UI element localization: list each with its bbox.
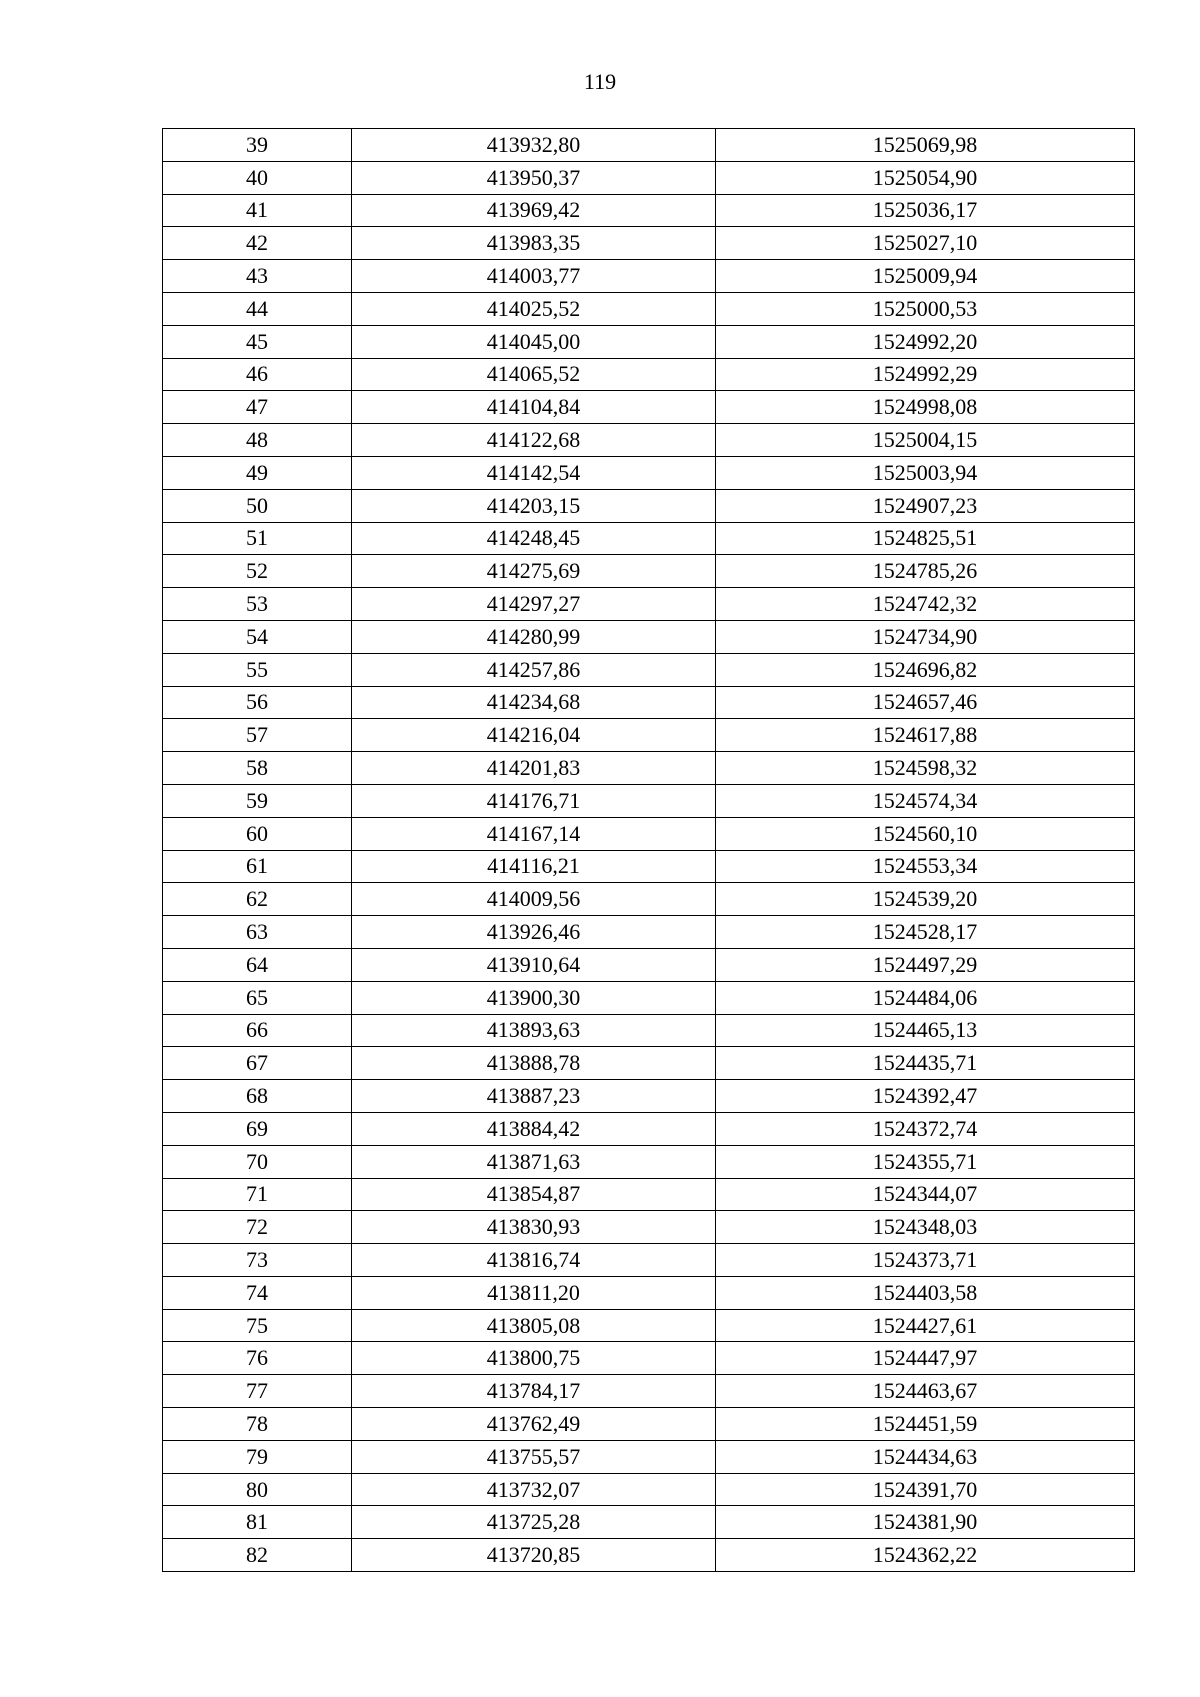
table-row [163, 850, 1135, 883]
x-coordinate-cell: 413926,46 [352, 916, 716, 949]
x-coordinate-cell: 414234,68 [352, 686, 716, 719]
y-coordinate-cell: 1524447,97 [716, 1342, 1135, 1375]
point-number-cell: 44 [163, 292, 352, 325]
point-number-cell: 50 [163, 489, 352, 522]
point-number-cell: 71 [163, 1178, 352, 1211]
point-number-cell: 55 [163, 653, 352, 686]
y-coordinate-cell: 1524372,74 [716, 1112, 1135, 1145]
table-row [163, 1244, 1135, 1277]
y-coordinate-cell: 1524742,32 [716, 588, 1135, 621]
x-coordinate-cell: 413784,17 [352, 1375, 716, 1408]
x-coordinate-cell: 413969,42 [352, 194, 716, 227]
x-coordinate-cell: 413732,07 [352, 1473, 716, 1506]
y-coordinate-cell: 1524734,90 [716, 620, 1135, 653]
point-number-cell: 81 [163, 1506, 352, 1539]
table-row [163, 1473, 1135, 1506]
x-coordinate-cell: 413762,49 [352, 1408, 716, 1441]
point-number-cell: 74 [163, 1276, 352, 1309]
y-coordinate-cell: 1525069,98 [716, 129, 1135, 162]
x-coordinate-cell: 414142,54 [352, 456, 716, 489]
y-coordinate-cell: 1524992,20 [716, 325, 1135, 358]
x-coordinate-cell: 414116,21 [352, 850, 716, 883]
point-number-cell: 42 [163, 227, 352, 260]
table-row [163, 424, 1135, 457]
x-coordinate-cell: 414275,69 [352, 555, 716, 588]
table-row [163, 391, 1135, 424]
x-coordinate-cell: 413720,85 [352, 1539, 716, 1572]
point-number-cell: 40 [163, 161, 352, 194]
point-number-cell: 47 [163, 391, 352, 424]
y-coordinate-cell: 1524598,32 [716, 752, 1135, 785]
y-coordinate-cell: 1524497,29 [716, 948, 1135, 981]
x-coordinate-cell: 413900,30 [352, 981, 716, 1014]
y-coordinate-cell: 1524696,82 [716, 653, 1135, 686]
y-coordinate-cell: 1524344,07 [716, 1178, 1135, 1211]
table-row [163, 1145, 1135, 1178]
table-row [163, 653, 1135, 686]
y-coordinate-cell: 1524907,23 [716, 489, 1135, 522]
y-coordinate-cell: 1524553,34 [716, 850, 1135, 883]
point-number-cell: 45 [163, 325, 352, 358]
y-coordinate-cell: 1524617,88 [716, 719, 1135, 752]
table-row [163, 784, 1135, 817]
x-coordinate-cell: 413983,35 [352, 227, 716, 260]
y-coordinate-cell: 1524355,71 [716, 1145, 1135, 1178]
x-coordinate-cell: 413755,57 [352, 1440, 716, 1473]
y-coordinate-cell: 1524403,58 [716, 1276, 1135, 1309]
x-coordinate-cell: 413805,08 [352, 1309, 716, 1342]
x-coordinate-cell: 414257,86 [352, 653, 716, 686]
x-coordinate-cell: 413854,87 [352, 1178, 716, 1211]
table-row [163, 883, 1135, 916]
x-coordinate-cell: 414176,71 [352, 784, 716, 817]
point-number-cell: 56 [163, 686, 352, 719]
point-number-cell: 48 [163, 424, 352, 457]
point-number-cell: 70 [163, 1145, 352, 1178]
point-number-cell: 65 [163, 981, 352, 1014]
x-coordinate-cell: 413800,75 [352, 1342, 716, 1375]
point-number-cell: 60 [163, 817, 352, 850]
y-coordinate-cell: 1524992,29 [716, 358, 1135, 391]
table-row [163, 1440, 1135, 1473]
y-coordinate-cell: 1524484,06 [716, 981, 1135, 1014]
x-coordinate-cell: 413725,28 [352, 1506, 716, 1539]
table-row [163, 161, 1135, 194]
point-number-cell: 75 [163, 1309, 352, 1342]
point-number-cell: 67 [163, 1047, 352, 1080]
x-coordinate-cell: 414122,68 [352, 424, 716, 457]
y-coordinate-cell: 1524427,61 [716, 1309, 1135, 1342]
table-row [163, 325, 1135, 358]
point-number-cell: 80 [163, 1473, 352, 1506]
x-coordinate-cell: 414248,45 [352, 522, 716, 555]
y-coordinate-cell: 1524528,17 [716, 916, 1135, 949]
x-coordinate-cell: 413884,42 [352, 1112, 716, 1145]
table-row [163, 1276, 1135, 1309]
x-coordinate-cell: 414280,99 [352, 620, 716, 653]
point-number-cell: 78 [163, 1408, 352, 1441]
table-row [163, 817, 1135, 850]
point-number-cell: 41 [163, 194, 352, 227]
x-coordinate-cell: 414003,77 [352, 260, 716, 293]
x-coordinate-cell: 413830,93 [352, 1211, 716, 1244]
table-row [163, 129, 1135, 162]
table-row [163, 260, 1135, 293]
table-row [163, 981, 1135, 1014]
table-row [163, 358, 1135, 391]
table-row [163, 1178, 1135, 1211]
x-coordinate-cell: 413871,63 [352, 1145, 716, 1178]
table-row [163, 588, 1135, 621]
x-coordinate-cell: 414297,27 [352, 588, 716, 621]
x-coordinate-cell: 414025,52 [352, 292, 716, 325]
table-row [163, 1047, 1135, 1080]
table-row [163, 489, 1135, 522]
y-coordinate-cell: 1525004,15 [716, 424, 1135, 457]
table-row [163, 719, 1135, 752]
x-coordinate-cell: 413893,63 [352, 1014, 716, 1047]
y-coordinate-cell: 1524381,90 [716, 1506, 1135, 1539]
y-coordinate-cell: 1524391,70 [716, 1473, 1135, 1506]
point-number-cell: 72 [163, 1211, 352, 1244]
y-coordinate-cell: 1525036,17 [716, 194, 1135, 227]
y-coordinate-cell: 1524434,63 [716, 1440, 1135, 1473]
table-row [163, 948, 1135, 981]
y-coordinate-cell: 1525009,94 [716, 260, 1135, 293]
y-coordinate-cell: 1524451,59 [716, 1408, 1135, 1441]
x-coordinate-cell: 414201,83 [352, 752, 716, 785]
y-coordinate-cell: 1524574,34 [716, 784, 1135, 817]
point-number-cell: 62 [163, 883, 352, 916]
table-row [163, 916, 1135, 949]
y-coordinate-cell: 1524435,71 [716, 1047, 1135, 1080]
x-coordinate-cell: 414065,52 [352, 358, 716, 391]
table-row [163, 194, 1135, 227]
point-number-cell: 49 [163, 456, 352, 489]
point-number-cell: 73 [163, 1244, 352, 1277]
point-number-cell: 61 [163, 850, 352, 883]
point-number-cell: 39 [163, 129, 352, 162]
y-coordinate-cell: 1524373,71 [716, 1244, 1135, 1277]
point-number-cell: 79 [163, 1440, 352, 1473]
y-coordinate-cell: 1524998,08 [716, 391, 1135, 424]
x-coordinate-cell: 413887,23 [352, 1080, 716, 1113]
table-row [163, 456, 1135, 489]
point-number-cell: 66 [163, 1014, 352, 1047]
table-row [163, 620, 1135, 653]
point-number-cell: 57 [163, 719, 352, 752]
x-coordinate-cell: 413950,37 [352, 161, 716, 194]
table-row [163, 227, 1135, 260]
coordinates-table [162, 128, 1135, 1572]
table-row [163, 555, 1135, 588]
point-number-cell: 43 [163, 260, 352, 293]
point-number-cell: 69 [163, 1112, 352, 1145]
point-number-cell: 63 [163, 916, 352, 949]
table-row [163, 292, 1135, 325]
y-coordinate-cell: 1524657,46 [716, 686, 1135, 719]
point-number-cell: 46 [163, 358, 352, 391]
point-number-cell: 58 [163, 752, 352, 785]
y-coordinate-cell: 1524465,13 [716, 1014, 1135, 1047]
x-coordinate-cell: 413888,78 [352, 1047, 716, 1080]
table-row [163, 1342, 1135, 1375]
table-row [163, 686, 1135, 719]
x-coordinate-cell: 413932,80 [352, 129, 716, 162]
y-coordinate-cell: 1524362,22 [716, 1539, 1135, 1572]
table-row [163, 1211, 1135, 1244]
point-number-cell: 59 [163, 784, 352, 817]
y-coordinate-cell: 1524785,26 [716, 555, 1135, 588]
y-coordinate-cell: 1525000,53 [716, 292, 1135, 325]
x-coordinate-cell: 414045,00 [352, 325, 716, 358]
x-coordinate-cell: 413811,20 [352, 1276, 716, 1309]
y-coordinate-cell: 1524348,03 [716, 1211, 1135, 1244]
table-row [163, 1506, 1135, 1539]
table-row [163, 1309, 1135, 1342]
y-coordinate-cell: 1524463,67 [716, 1375, 1135, 1408]
x-coordinate-cell: 414104,84 [352, 391, 716, 424]
x-coordinate-cell: 414203,15 [352, 489, 716, 522]
table-row [163, 1080, 1135, 1113]
point-number-cell: 52 [163, 555, 352, 588]
point-number-cell: 53 [163, 588, 352, 621]
y-coordinate-cell: 1524539,20 [716, 883, 1135, 916]
point-number-cell: 54 [163, 620, 352, 653]
point-number-cell: 82 [163, 1539, 352, 1572]
x-coordinate-cell: 413816,74 [352, 1244, 716, 1277]
page-number: 119 [583, 69, 617, 94]
y-coordinate-cell: 1524392,47 [716, 1080, 1135, 1113]
table-row [163, 1112, 1135, 1145]
table-row [163, 1539, 1135, 1572]
coordinates-table-body [163, 129, 1135, 1572]
table-row [163, 752, 1135, 785]
table-row [163, 1408, 1135, 1441]
table-row [163, 522, 1135, 555]
point-number-cell: 77 [163, 1375, 352, 1408]
x-coordinate-cell: 414009,56 [352, 883, 716, 916]
y-coordinate-cell: 1524825,51 [716, 522, 1135, 555]
point-number-cell: 51 [163, 522, 352, 555]
y-coordinate-cell: 1525003,94 [716, 456, 1135, 489]
x-coordinate-cell: 414216,04 [352, 719, 716, 752]
point-number-cell: 68 [163, 1080, 352, 1113]
point-number-cell: 64 [163, 948, 352, 981]
y-coordinate-cell: 1524560,10 [716, 817, 1135, 850]
x-coordinate-cell: 414167,14 [352, 817, 716, 850]
table-row [163, 1375, 1135, 1408]
point-number-cell: 76 [163, 1342, 352, 1375]
table-row [163, 1014, 1135, 1047]
y-coordinate-cell: 1525027,10 [716, 227, 1135, 260]
x-coordinate-cell: 413910,64 [352, 948, 716, 981]
y-coordinate-cell: 1525054,90 [716, 161, 1135, 194]
